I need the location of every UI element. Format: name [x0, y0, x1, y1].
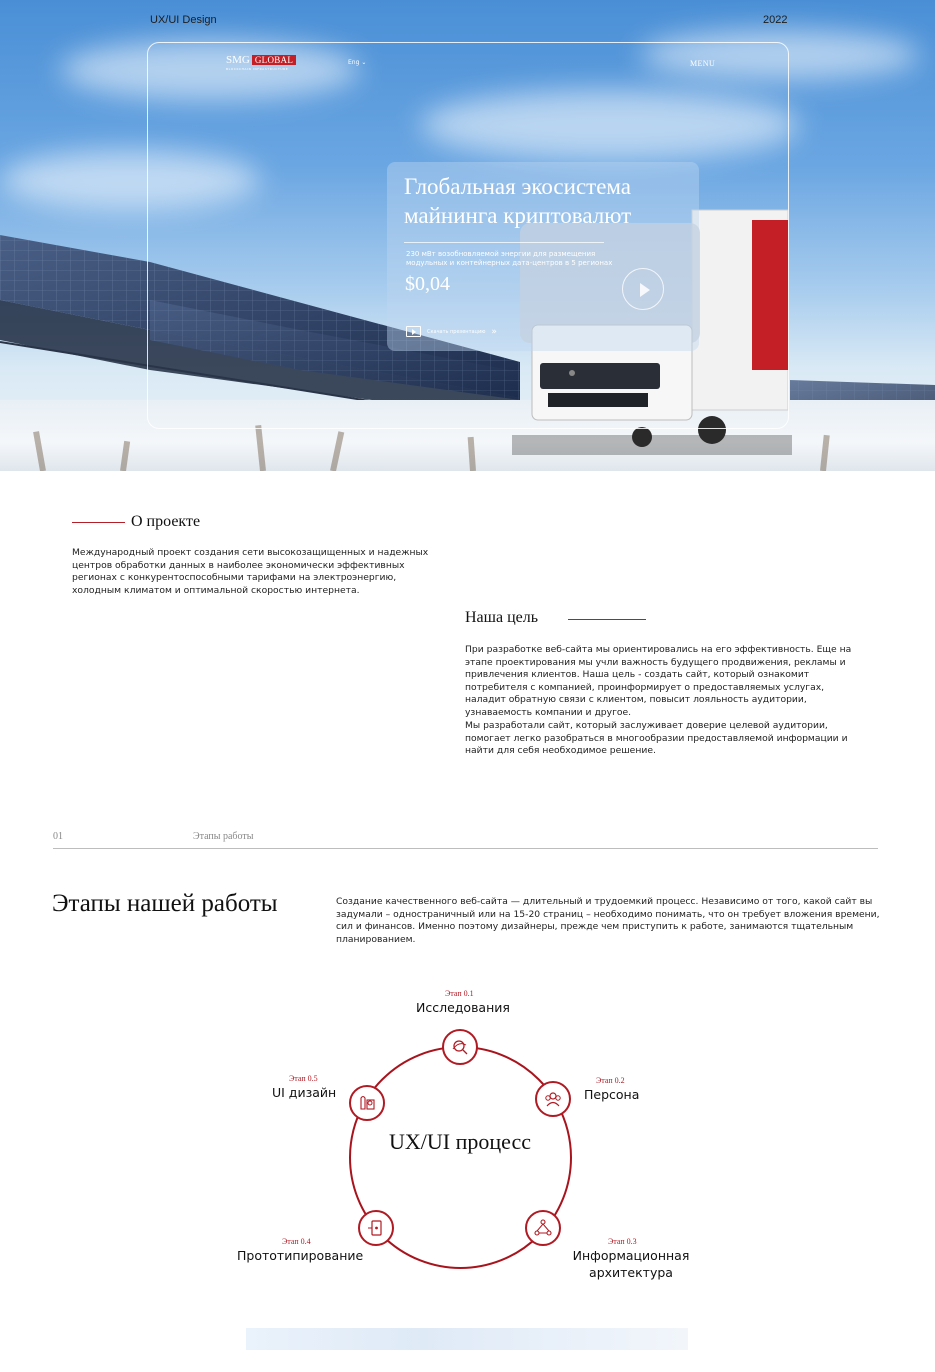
goal-title: Наша цель — [465, 609, 539, 626]
download-label: Скачать презентацию — [427, 328, 486, 335]
chevron-down-icon: ⌄ — [361, 59, 367, 66]
section-number: 01 — [53, 831, 63, 842]
stage-4-label: Прототипирование — [237, 1248, 364, 1263]
next-section-preview — [246, 1328, 688, 1350]
logo-box: GLOBAL — [252, 55, 296, 65]
stages-title: Этапы нашей работы — [52, 890, 278, 917]
stage-3-step: Этап 0.3 — [608, 1237, 637, 1246]
project-type-label: UX/UI Design — [150, 14, 217, 26]
project-year-label: 2022 — [763, 14, 788, 26]
site-logo[interactable] — [226, 54, 296, 66]
hero-title: Глобальная экосистема майнинга криптовалют — [404, 174, 632, 228]
prototype-icon — [358, 1210, 394, 1246]
section-name: Этапы работы — [193, 831, 254, 842]
stage-2-step: Этап 0.2 — [596, 1076, 625, 1085]
hero-divider — [404, 242, 604, 243]
persona-icon — [535, 1081, 571, 1117]
stage-3-label: Информационная архитектура — [572, 1248, 690, 1280]
stage-4-step: Этап 0.4 — [282, 1237, 311, 1246]
stage-1-label: Исследования — [416, 1000, 510, 1015]
menu-button[interactable]: MENU — [690, 59, 716, 68]
language-label: Eng — [348, 59, 360, 66]
stage-2-label: Персона — [584, 1087, 640, 1102]
stage-1-step: Этап 0.1 — [445, 989, 474, 998]
play-video-button[interactable] — [622, 268, 664, 310]
goal-text-1: При разработке веб-сайта мы ориентировались на его эффективность. Еще на этапе проектирования мы учли важность будущего продвижения, рекламы и привлечения клиентов. Наша цель - создать сайт, который ознакомит потребителя с компанией, проинформирует о предоставляемых услугах, наладит обратную связи с клиентом, повысит лояльность аудитории, узнаваемость компании и другое. — [465, 644, 852, 718]
about-title: О проекте — [131, 513, 201, 530]
hero-description: 230 мВт возобновляемой энергии для размещения модульных и контейнерных дата-центров в 5 регионах — [406, 250, 613, 267]
stage-5-label: UI дизайн — [272, 1085, 337, 1100]
logo-subtitle: BLOCKCHAIN INFRASTRUCTURE — [226, 67, 289, 71]
accent-line — [72, 522, 125, 523]
logo-text: SMG — [226, 54, 250, 66]
research-icon — [442, 1029, 478, 1065]
about-text: Международный проект создания сети высокозащищенных и надежных центров обработки данных в наиболее экономически эффективных регионах с конкурентоспособными тарифами на электроэнергию, холодным климатом и оптимальной скоростью интернета. — [72, 547, 429, 596]
presentation-icon — [406, 326, 421, 337]
download-presentation-link[interactable] — [406, 326, 497, 337]
ui-design-icon — [349, 1085, 385, 1121]
accent-line — [568, 619, 646, 620]
process-center-title: UX/UI процесс — [389, 1129, 531, 1154]
hero-price: $0,04 — [405, 273, 450, 295]
language-selector[interactable] — [348, 59, 366, 66]
architecture-icon — [525, 1210, 561, 1246]
stages-description: Создание качественного веб-сайта — длительный и трудоемкий процесс. Независимо от того, какой сайт вы задумали – одностраничный или на 15-20 страниц – необходимо понимать, что он требует вложения времени, сил и финансов. Именно поэтому дизайнеры, прежде чем приступить к работе, занимаются тщательным планированием. — [336, 896, 880, 945]
section-divider — [53, 848, 878, 849]
stage-5-step: Этап 0.5 — [289, 1074, 318, 1083]
goal-text-2: Мы разработали сайт, который заслуживает доверие целевой аудитории, помогает легко разобраться в многообразии предоставляемой информации и найти для себя необходимое решение. — [465, 720, 848, 757]
double-chevron-right-icon: » — [491, 326, 497, 337]
